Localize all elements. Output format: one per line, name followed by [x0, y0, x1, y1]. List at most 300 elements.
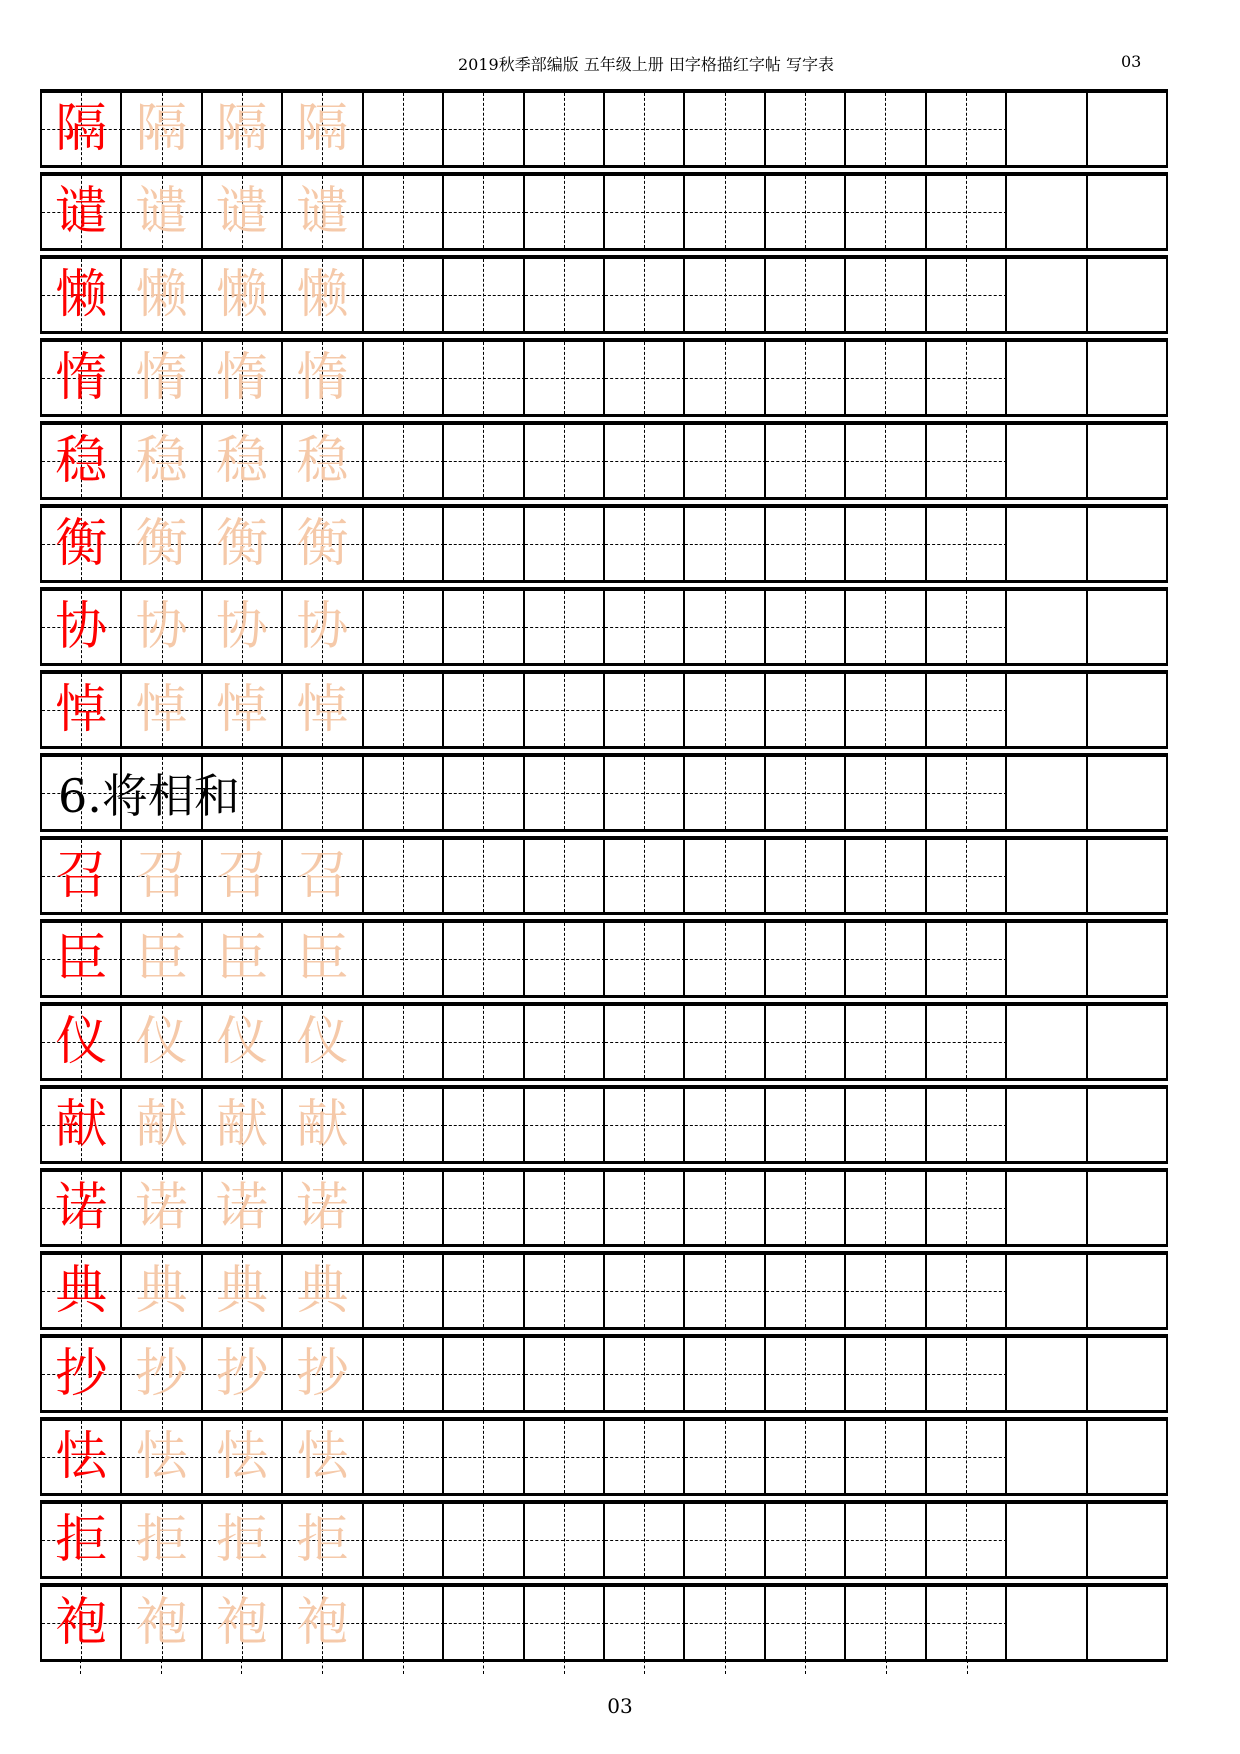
- trace-cell: [283, 923, 363, 995]
- writing-cell[interactable]: [605, 1338, 685, 1410]
- writing-cell[interactable]: [364, 1255, 444, 1327]
- model-cell: [42, 508, 122, 580]
- writing-cell[interactable]: [846, 93, 926, 165]
- writing-cell[interactable]: [1088, 1504, 1168, 1576]
- trace-character: 召: [135, 846, 188, 906]
- writing-cell[interactable]: [1007, 1172, 1087, 1244]
- writing-cell[interactable]: [605, 674, 685, 746]
- writing-cell[interactable]: [1007, 757, 1087, 829]
- trace-cell: [122, 1255, 202, 1327]
- writing-cell[interactable]: [1007, 508, 1087, 580]
- writing-cell[interactable]: [605, 591, 685, 663]
- writing-cell[interactable]: [1007, 840, 1087, 912]
- trace-cell: [203, 259, 283, 331]
- trace-cell: [122, 508, 202, 580]
- writing-cell[interactable]: [525, 1338, 605, 1410]
- writing-cell[interactable]: [444, 1338, 524, 1410]
- writing-cell[interactable]: [1088, 259, 1168, 331]
- writing-cell[interactable]: [685, 1255, 765, 1327]
- writing-cell[interactable]: [525, 342, 605, 414]
- writing-cell[interactable]: [927, 425, 1007, 497]
- writing-cell[interactable]: [846, 757, 926, 829]
- writing-cell[interactable]: [605, 1255, 685, 1327]
- writing-cell[interactable]: [364, 674, 444, 746]
- writing-cell[interactable]: [766, 1089, 846, 1161]
- writing-cell[interactable]: [1007, 1089, 1087, 1161]
- writing-cell[interactable]: [766, 425, 846, 497]
- writing-cell[interactable]: [685, 1338, 765, 1410]
- writing-cell[interactable]: [766, 1421, 846, 1493]
- writing-cell[interactable]: [444, 1172, 524, 1244]
- guide-tick: [443, 1660, 524, 1680]
- writing-cell[interactable]: [525, 840, 605, 912]
- writing-cell[interactable]: [766, 259, 846, 331]
- writing-cell[interactable]: [685, 591, 765, 663]
- writing-cell[interactable]: [364, 342, 444, 414]
- writing-cell[interactable]: [846, 1089, 926, 1161]
- model-cell: [42, 259, 122, 331]
- writing-cell[interactable]: [525, 1089, 605, 1161]
- writing-cell[interactable]: [364, 757, 444, 829]
- writing-cell[interactable]: [364, 425, 444, 497]
- trace-character: 谴: [216, 182, 269, 242]
- writing-cell[interactable]: [846, 1006, 926, 1078]
- writing-cell[interactable]: [525, 757, 605, 829]
- writing-cell[interactable]: [685, 259, 765, 331]
- trace-cell: [203, 591, 283, 663]
- trace-cell: [203, 1255, 283, 1327]
- writing-cell[interactable]: [846, 1255, 926, 1327]
- trace-character: 臣: [216, 929, 269, 989]
- writing-cell[interactable]: [1088, 923, 1168, 995]
- writing-cell[interactable]: [846, 508, 926, 580]
- trace-character: 稳: [296, 431, 349, 491]
- writing-cell[interactable]: [364, 176, 444, 248]
- writing-cell[interactable]: [927, 591, 1007, 663]
- trace-cell: [122, 1421, 202, 1493]
- writing-cell[interactable]: [766, 1006, 846, 1078]
- writing-cell[interactable]: [525, 176, 605, 248]
- writing-cell[interactable]: [605, 923, 685, 995]
- writing-cell[interactable]: [1088, 1172, 1168, 1244]
- writing-cell[interactable]: [1088, 674, 1168, 746]
- writing-cell[interactable]: [444, 591, 524, 663]
- writing-cell[interactable]: [927, 1421, 1007, 1493]
- trace-cell: [203, 508, 283, 580]
- writing-cell[interactable]: [1007, 425, 1087, 497]
- trace-character: 袍: [216, 1593, 269, 1653]
- writing-cell[interactable]: [525, 591, 605, 663]
- trace-cell: [283, 259, 363, 331]
- writing-cell[interactable]: [1007, 1338, 1087, 1410]
- writing-cell[interactable]: [685, 923, 765, 995]
- writing-cell[interactable]: [685, 1006, 765, 1078]
- writing-cell[interactable]: [766, 840, 846, 912]
- writing-cell[interactable]: [1007, 923, 1087, 995]
- trace-cell: [203, 93, 283, 165]
- practice-row: [40, 1085, 1168, 1164]
- trace-cell: [203, 1421, 283, 1493]
- writing-cell[interactable]: [766, 1255, 846, 1327]
- writing-cell[interactable]: [685, 1089, 765, 1161]
- writing-cell[interactable]: [605, 508, 685, 580]
- writing-cell[interactable]: [846, 923, 926, 995]
- writing-cell[interactable]: [766, 757, 846, 829]
- writing-cell[interactable]: [685, 508, 765, 580]
- writing-cell[interactable]: [364, 1172, 444, 1244]
- writing-cell[interactable]: [927, 757, 1007, 829]
- writing-cell[interactable]: [927, 1338, 1007, 1410]
- writing-cell[interactable]: [766, 923, 846, 995]
- model-cell: [42, 342, 122, 414]
- writing-cell[interactable]: [846, 591, 926, 663]
- writing-cell[interactable]: [1088, 176, 1168, 248]
- model-character: 惰: [55, 348, 108, 408]
- writing-cell[interactable]: [766, 342, 846, 414]
- model-cell: [42, 1587, 122, 1659]
- trace-cell: [122, 425, 202, 497]
- writing-cell[interactable]: [1088, 840, 1168, 912]
- writing-cell[interactable]: [685, 425, 765, 497]
- writing-cell[interactable]: [525, 1172, 605, 1244]
- writing-cell[interactable]: [605, 1006, 685, 1078]
- trace-character: 惰: [135, 348, 188, 408]
- writing-cell[interactable]: [525, 93, 605, 165]
- trace-character: 懒: [216, 265, 269, 325]
- writing-cell[interactable]: [927, 840, 1007, 912]
- writing-cell[interactable]: [1088, 508, 1168, 580]
- trace-cell: [122, 1172, 202, 1244]
- writing-cell[interactable]: [927, 1587, 1007, 1659]
- trace-character: 拒: [216, 1510, 269, 1570]
- model-cell: [42, 1089, 122, 1161]
- model-character: 献: [55, 1095, 108, 1155]
- model-character: 臣: [55, 929, 108, 989]
- writing-cell[interactable]: [444, 1006, 524, 1078]
- model-character: 悼: [55, 680, 108, 740]
- writing-cell[interactable]: [364, 1421, 444, 1493]
- writing-cell[interactable]: [1007, 259, 1087, 331]
- guide-tick: [282, 1660, 363, 1680]
- writing-cell[interactable]: [525, 1587, 605, 1659]
- writing-cell[interactable]: [525, 1255, 605, 1327]
- trace-character: 抄: [135, 1344, 188, 1404]
- writing-cell[interactable]: [927, 923, 1007, 995]
- trace-cell: [122, 1006, 202, 1078]
- writing-cell[interactable]: [846, 1421, 926, 1493]
- writing-cell[interactable]: [1088, 1338, 1168, 1410]
- writing-cell[interactable]: [1088, 425, 1168, 497]
- trace-character: 悼: [135, 680, 188, 740]
- trace-character: 召: [296, 846, 349, 906]
- writing-cell[interactable]: [444, 176, 524, 248]
- trace-cell: [122, 923, 202, 995]
- writing-cell[interactable]: [685, 674, 765, 746]
- writing-cell[interactable]: [444, 425, 524, 497]
- trace-cell: [283, 1504, 363, 1576]
- guide-tick: [926, 1660, 1007, 1680]
- writing-cell[interactable]: [444, 1504, 524, 1576]
- writing-cell[interactable]: [605, 342, 685, 414]
- writing-cell[interactable]: [525, 1421, 605, 1493]
- writing-cell[interactable]: [927, 176, 1007, 248]
- writing-cell[interactable]: [846, 1504, 926, 1576]
- writing-cell[interactable]: [605, 1421, 685, 1493]
- writing-cell[interactable]: [525, 1504, 605, 1576]
- writing-cell[interactable]: [1088, 1255, 1168, 1327]
- model-cell: [42, 1421, 122, 1493]
- writing-cell[interactable]: [685, 840, 765, 912]
- writing-cell[interactable]: [846, 840, 926, 912]
- practice-row: [40, 338, 1168, 417]
- trace-character: 召: [216, 846, 269, 906]
- writing-cell[interactable]: [364, 1587, 444, 1659]
- writing-cell[interactable]: [364, 923, 444, 995]
- writing-cell[interactable]: [1088, 93, 1168, 165]
- writing-cell[interactable]: [927, 259, 1007, 331]
- writing-cell[interactable]: [605, 176, 685, 248]
- writing-cell[interactable]: [927, 508, 1007, 580]
- writing-cell[interactable]: [846, 674, 926, 746]
- lesson-title-row: [40, 753, 1168, 832]
- writing-cell[interactable]: [605, 1587, 685, 1659]
- practice-row: [40, 1334, 1168, 1413]
- trace-character: 惰: [296, 348, 349, 408]
- writing-cell[interactable]: [1007, 591, 1087, 663]
- writing-cell[interactable]: [1088, 591, 1168, 663]
- model-character: 衡: [55, 514, 108, 574]
- writing-cell[interactable]: [525, 508, 605, 580]
- trace-character: 仪: [135, 1012, 188, 1072]
- writing-cell[interactable]: [927, 1504, 1007, 1576]
- writing-cell[interactable]: [444, 1421, 524, 1493]
- writing-cell[interactable]: [1007, 1421, 1087, 1493]
- model-cell: [42, 591, 122, 663]
- trace-character: 怯: [135, 1427, 188, 1487]
- trace-cell: [203, 176, 283, 248]
- writing-cell[interactable]: [766, 1504, 846, 1576]
- writing-cell[interactable]: [766, 591, 846, 663]
- model-cell: [42, 840, 122, 912]
- writing-cell[interactable]: [525, 1006, 605, 1078]
- trace-cell: [203, 1587, 283, 1659]
- writing-cell[interactable]: [444, 342, 524, 414]
- writing-cell[interactable]: [444, 508, 524, 580]
- model-character: 懒: [55, 265, 108, 325]
- writing-cell[interactable]: [846, 1172, 926, 1244]
- writing-cell[interactable]: [766, 93, 846, 165]
- writing-cell[interactable]: [364, 591, 444, 663]
- model-cell: [42, 1338, 122, 1410]
- practice-row: [40, 89, 1168, 168]
- trace-cell: [203, 923, 283, 995]
- writing-cell[interactable]: [364, 508, 444, 580]
- writing-cell[interactable]: [364, 1006, 444, 1078]
- writing-cell[interactable]: [364, 1338, 444, 1410]
- trace-character: 惰: [216, 348, 269, 408]
- writing-cell[interactable]: [766, 508, 846, 580]
- writing-cell[interactable]: [927, 342, 1007, 414]
- practice-row: [40, 836, 1168, 915]
- writing-cell[interactable]: [525, 425, 605, 497]
- trace-character: 臣: [296, 929, 349, 989]
- model-character: 拒: [55, 1510, 108, 1570]
- guide-tick: [362, 1660, 443, 1680]
- writing-cell[interactable]: [1088, 1089, 1168, 1161]
- writing-cell[interactable]: [685, 176, 765, 248]
- trace-cell: [283, 508, 363, 580]
- writing-cell[interactable]: [685, 1172, 765, 1244]
- trace-character: 抄: [296, 1344, 349, 1404]
- writing-cell[interactable]: [525, 259, 605, 331]
- writing-cell[interactable]: [766, 1172, 846, 1244]
- writing-cell[interactable]: [444, 1255, 524, 1327]
- writing-cell[interactable]: [444, 674, 524, 746]
- writing-cell[interactable]: [444, 93, 524, 165]
- writing-cell[interactable]: [766, 674, 846, 746]
- writing-cell[interactable]: [444, 1089, 524, 1161]
- writing-cell[interactable]: [846, 342, 926, 414]
- writing-cell[interactable]: [846, 1587, 926, 1659]
- model-cell: [42, 1172, 122, 1244]
- guide-tick: [846, 1660, 927, 1680]
- writing-cell[interactable]: [1007, 93, 1087, 165]
- trace-cell: [283, 93, 363, 165]
- writing-cell[interactable]: [1088, 342, 1168, 414]
- trace-cell: [122, 1587, 202, 1659]
- writing-cell[interactable]: [364, 1504, 444, 1576]
- writing-cell[interactable]: [1007, 1504, 1087, 1576]
- trace-character: 仪: [216, 1012, 269, 1072]
- trace-cell: [122, 259, 202, 331]
- trace-cell: [122, 342, 202, 414]
- writing-cell[interactable]: [444, 259, 524, 331]
- writing-cell[interactable]: [685, 342, 765, 414]
- practice-row: [40, 670, 1168, 749]
- writing-cell[interactable]: [1007, 1006, 1087, 1078]
- writing-cell[interactable]: [1007, 1255, 1087, 1327]
- writing-cell[interactable]: [927, 1255, 1007, 1327]
- writing-cell[interactable]: [1007, 342, 1087, 414]
- trace-cell: [122, 93, 202, 165]
- writing-cell[interactable]: [927, 1006, 1007, 1078]
- writing-cell[interactable]: [766, 1338, 846, 1410]
- writing-cell[interactable]: [685, 93, 765, 165]
- trace-character: 袍: [296, 1593, 349, 1653]
- writing-cell[interactable]: [525, 674, 605, 746]
- writing-cell[interactable]: [444, 757, 524, 829]
- trace-character: 诺: [296, 1178, 349, 1238]
- writing-cell[interactable]: [605, 1504, 685, 1576]
- writing-cell[interactable]: [1088, 1587, 1168, 1659]
- model-character: 诺: [55, 1178, 108, 1238]
- writing-cell[interactable]: [605, 259, 685, 331]
- writing-cell[interactable]: [444, 923, 524, 995]
- trace-character: 谴: [296, 182, 349, 242]
- model-character: 谴: [55, 182, 108, 242]
- trace-cell: [283, 176, 363, 248]
- writing-cell[interactable]: [927, 1172, 1007, 1244]
- trace-character: 献: [216, 1095, 269, 1155]
- trace-character: 衡: [216, 514, 269, 574]
- writing-cell[interactable]: [605, 1089, 685, 1161]
- writing-cell[interactable]: [605, 93, 685, 165]
- writing-cell[interactable]: [846, 425, 926, 497]
- writing-cell[interactable]: [927, 674, 1007, 746]
- trace-cell: [203, 1089, 283, 1161]
- guide-tick: [121, 1660, 202, 1680]
- writing-cell[interactable]: [846, 176, 926, 248]
- writing-cell[interactable]: [605, 840, 685, 912]
- writing-cell[interactable]: [605, 757, 685, 829]
- writing-cell[interactable]: [605, 1172, 685, 1244]
- model-character: 典: [55, 1261, 108, 1321]
- writing-cell[interactable]: [444, 840, 524, 912]
- writing-cell[interactable]: [605, 425, 685, 497]
- guide-tick: [40, 1660, 121, 1680]
- writing-cell[interactable]: [846, 259, 926, 331]
- trace-cell: [122, 176, 202, 248]
- writing-cell[interactable]: [766, 1587, 846, 1659]
- writing-cell[interactable]: [685, 1421, 765, 1493]
- trace-cell: [283, 425, 363, 497]
- trace-character: 献: [135, 1095, 188, 1155]
- writing-cell[interactable]: [766, 176, 846, 248]
- writing-cell[interactable]: [1007, 176, 1087, 248]
- trace-character: 衡: [135, 514, 188, 574]
- writing-cell[interactable]: [444, 1587, 524, 1659]
- trace-character: 袍: [135, 1593, 188, 1653]
- writing-cell[interactable]: [685, 1504, 765, 1576]
- bottom-guide-ticks: [40, 1660, 1168, 1680]
- writing-cell[interactable]: [846, 1338, 926, 1410]
- writing-cell[interactable]: [685, 1587, 765, 1659]
- page-header: [0, 52, 1240, 76]
- writing-cell[interactable]: [364, 840, 444, 912]
- writing-cell[interactable]: [1088, 1006, 1168, 1078]
- model-character: 隔: [55, 99, 108, 159]
- model-cell: [42, 1504, 122, 1576]
- trace-character: 懒: [296, 265, 349, 325]
- trace-cell: [203, 1504, 283, 1576]
- writing-cell[interactable]: [1007, 1587, 1087, 1659]
- writing-cell[interactable]: [927, 93, 1007, 165]
- trace-cell: [283, 1338, 363, 1410]
- practice-row: [40, 1583, 1168, 1662]
- trace-character: 典: [216, 1261, 269, 1321]
- trace-character: 臣: [135, 929, 188, 989]
- writing-cell[interactable]: [1088, 757, 1168, 829]
- header-title: 2019秋季部编版 五年级上册 田字格描红字帖 写字表: [458, 55, 834, 74]
- writing-cell[interactable]: [927, 1089, 1007, 1161]
- trace-character: 典: [296, 1261, 349, 1321]
- trace-character: 悼: [296, 680, 349, 740]
- trace-character: 协: [135, 597, 188, 657]
- writing-cell[interactable]: [1007, 674, 1087, 746]
- model-cell: [42, 425, 122, 497]
- writing-cell[interactable]: [525, 923, 605, 995]
- practice-row: [40, 172, 1168, 251]
- writing-cell[interactable]: [364, 1089, 444, 1161]
- trace-character: 隔: [216, 99, 269, 159]
- trace-character: 献: [296, 1095, 349, 1155]
- writing-cell[interactable]: [1088, 1421, 1168, 1493]
- trace-character: 拒: [296, 1510, 349, 1570]
- writing-cell[interactable]: [685, 757, 765, 829]
- writing-cell[interactable]: [364, 93, 444, 165]
- trace-cell: [122, 591, 202, 663]
- writing-cell[interactable]: [364, 259, 444, 331]
